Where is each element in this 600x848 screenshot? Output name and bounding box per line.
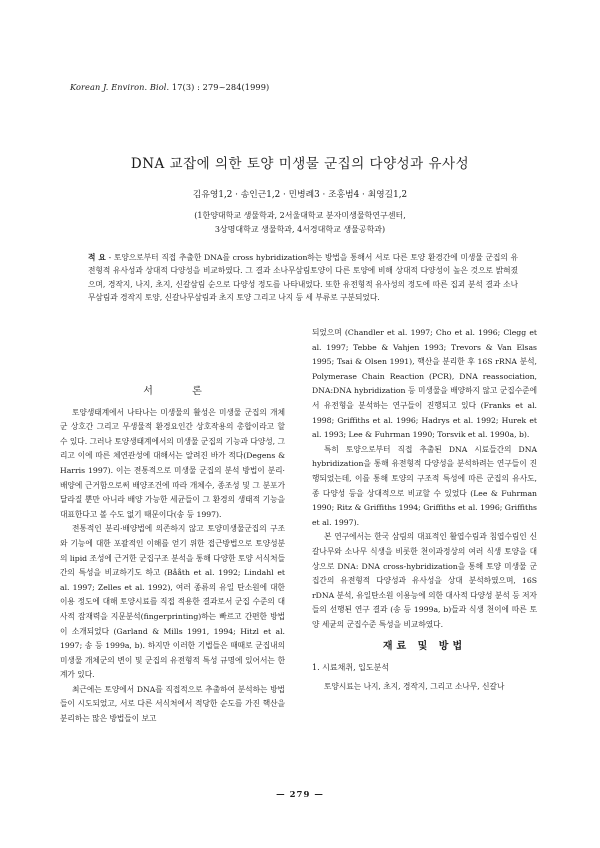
author-list: 김유영1,2 · 송인근1,2 · 민병례3 · 조홍범4 · 최영길1,2 xyxy=(192,190,408,200)
methods-paragraph-1: 토양시료는 나지, 초지, 경작지, 그리고 소나무, 신갈나 xyxy=(324,681,505,691)
paper-title: DNA 교잡에 의한 토양 미생물 군집의 다양성과 유사성 xyxy=(130,156,470,172)
journal-citation xyxy=(70,82,269,92)
page-number: — 279 — xyxy=(276,790,324,800)
subsection-heading-sampling: 1. 시료채취, 입도분석 xyxy=(312,663,390,673)
abstract-text: - 토양으로부터 직접 추출한 DNA를 cross hybridization하는 방법을 통해서 서로 다른 토양 환경간에 미생물 군집의 유전형적 유사성과 상대적 다양성을 비교하였다. 그 결과 소나무삼림토양이 다른 토양에 비해 상대적 다양성이 높은 것으로 밝혀졌으며, 경작지, 나지, 초지, 신갈삼림 순으로 다양성 정도를 나타내었다. 또한 유전형적 유사성의 정도에 따른 집괴 분석 결과 소나무삼림과 경작지 토양, 신갈나무삼림과 초지 토양 그리고 나지 등 세 부류로 구분되었다. xyxy=(88,253,518,302)
intro-paragraph-4: 특히 토양으로부터 직접 추출된 DNA 시료들간의 DNA hybridization을 통해 유전형적 다양성을 분석하려는 연구들이 진행되었는데, 이를 통해 토양의 구조적 특성에 따른 군집의 유사도, 종 다양성 등을 상대적으로 비교할 수 있었다 (Lee & Fuhrman 1990; Ritz & Griffiths 1994; Griffiths et al. 1996; Griffiths et al. 1997). xyxy=(312,444,537,527)
journal-volume-pages: 17(3) : 279~284(1999) xyxy=(171,82,270,92)
abstract-label: 적 요 xyxy=(88,253,106,262)
journal-name: Korean J. Environ. Biol. xyxy=(70,82,170,92)
intro-paragraph-2: 전통적인 분리·배양법에 의존하지 않고 토양미생물군집의 구조와 기능에 대한 포괄적인 이해를 얻기 위한 접근방법으로 토양성분의 lipid 조성에 근거한 군집구조 분석을 통해 다양한 토양 서식처들간의 특성을 비교하기도 하고 (Bååth et al. 1992; Lindahl et al. 1997; Zelles et al. 1992), 여러 종류의 유일 탄소원에 대한 이용 정도에 대해 토양시료를 직접 적용한 결과로서 군집 수준의 대사적 잠재력을 지문분석(fingerprinting)하는 빠르고 간편한 방법이 소개되었다 (Garland & Mills 1991, 1994; Hitzl et al. 1997; 송 등 1999a, b). 하지만 이러한 기법들은 때때로 군집내의 미생물 개체군의 변이 및 군집의 유전형적 특성 규명에 있어서는 한계가 있다. xyxy=(60,524,285,680)
section-heading-methods: 재료 및 방법 xyxy=(382,641,467,653)
left-column xyxy=(60,385,285,727)
section-heading-introduction: 서 론 xyxy=(143,386,220,397)
abstract xyxy=(88,251,518,304)
right-column xyxy=(312,326,537,694)
intro-paragraph-3: 최근에는 토양에서 DNA를 직접적으로 추출하여 분석하는 방법들이 시도되었고, 서로 다른 서식처에서 적당한 순도를 가진 핵산을 분리하는 많은 방법들이 보고 xyxy=(60,684,285,724)
intro-paragraph-5: 본 연구에서는 한국 삼림의 대표적인 활엽수림과 침엽수림인 신갈나무와 소나무 식생을 비롯한 천이과정상의 여러 식생 토양을 대상으로 DNA: DNA cross-hybridization을 통해 토양 미생물 군집간의 유전형적 다양성과 유사성을 상대 분석하였으며, 16S rDNA 분석, 유일탄소원 이용능에 의한 대사적 다양성 분석 등 저자들의 선행된 연구 결과 (송 등 1999a, b)들과 식생 천이에 따른 토양 세균의 군집수준 특성을 비교하였다. xyxy=(312,532,537,629)
intro-paragraph-1: 토양생태계에서 나타나는 미생물의 활성은 미생물 군집의 개체군 상호간 그리고 무생물적 환경요인간 상호작용의 총합이라고 할 수 있다. 그러나 토양생태계에서의 미생물 군집의 기능과 다양성, 그리고 이에 따른 체연관성에 대해서는 알려진 바가 적다(Degens & Harris 1997). 이는 전통적으로 미생물 군집의 분석 방법이 분리·배양에 근거함으로써 배양조건에 따라 개체수, 종조성 및 그 분포가 달라질 뿐만 아니라 배양 가능한 세균들이 그 환경의 생태적 기능을 대표한다고 볼 수도 없기 때문이다(송 등 1997). xyxy=(60,407,285,519)
affiliation-line-1: (1한양대학교 생물학과, 2서울대학교 분자미생물학연구센터, xyxy=(194,211,406,220)
affiliation-line-2: 3상명대학교 생물학과, 4서경대학교 생물공학과) xyxy=(214,225,386,234)
intro-paragraph-continued: 되었으며 (Chandler et al. 1997; Cho et al. 1996; Clegg et al. 1997; Tebbe & Vahjen 1993; Trevors & Van Elsas 1995; Tsai & Olsen 1991), 핵산을 분리한 후 16S rRNA 분석, Polymerase Chain Reaction (PCR), DNA reassociation, DNA:DNA hybridization 등 미생물을 배양하지 않고 군집수준에서 유전형을 분석하는 연구들이 진행되고 있다 (Franks et al. 1998; Griffiths et al. 1996; Hadrys et al. 1992; Hurek et al. 1993; Lee & Fuhrman 1990; Torsvik et al. 1990a, b). xyxy=(312,328,537,440)
